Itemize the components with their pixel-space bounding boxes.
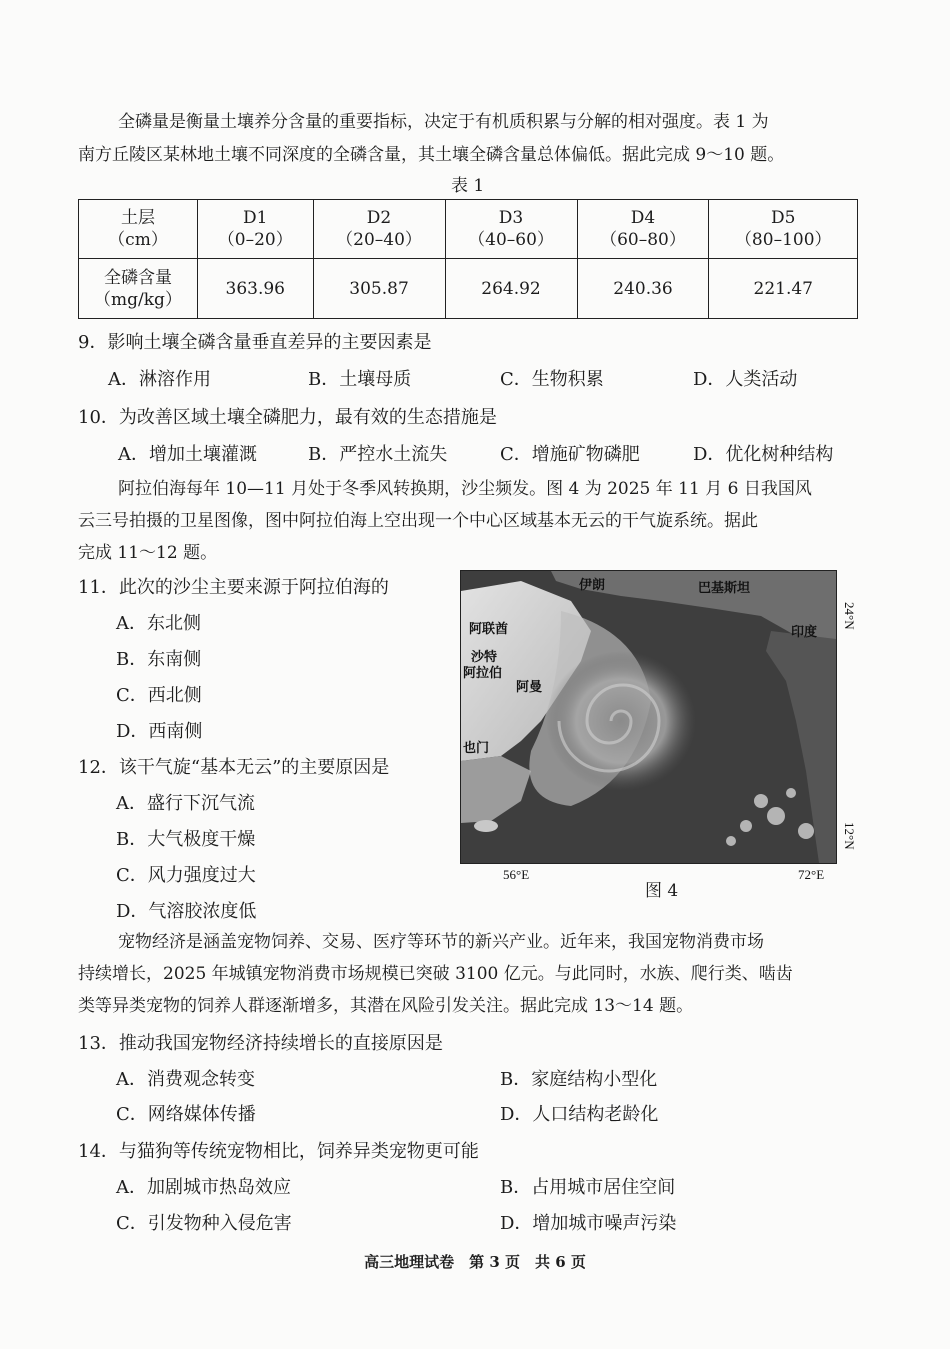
question-10-option-a[interactable]: A．增加土壤灌溉 xyxy=(118,444,257,465)
value-cell-d3: 264.92 xyxy=(445,259,577,319)
question-11-option-c[interactable]: C．西北侧 xyxy=(116,685,202,706)
question-10-option-b[interactable]: B．严控水土流失 xyxy=(308,444,448,465)
row-label-line-2: （mg/kg） xyxy=(94,289,182,310)
layer-range: （40–60） xyxy=(468,230,554,250)
question-12-option-a[interactable]: A．盛行下沉气流 xyxy=(116,793,255,814)
layer-range: （20–40） xyxy=(336,230,422,250)
question-11-option-b[interactable]: B．东南侧 xyxy=(116,649,202,670)
row-label-cell xyxy=(79,259,198,319)
question-13-option-a[interactable]: A．消费观念转变 xyxy=(116,1069,255,1090)
page-footer: 高三地理试卷 第 3 页 共 6 页 xyxy=(364,1253,586,1271)
layer-header-d3 xyxy=(445,200,577,259)
header-label-line-1: 土层 xyxy=(121,208,155,228)
layer-name: D1 xyxy=(243,208,268,228)
header-label-cell xyxy=(79,200,198,259)
layer-range: （0–20） xyxy=(217,230,293,250)
longitude-tick-left: 56°E xyxy=(503,867,530,882)
question-9-stem: 9．影响土壤全磷含量垂直差异的主要因素是 xyxy=(78,332,432,353)
question-14-option-c[interactable]: C．引发物种入侵危害 xyxy=(116,1213,292,1234)
layer-name: D2 xyxy=(366,208,392,228)
label-saudi-line-1: 沙特 xyxy=(471,650,498,665)
label-iran: 伊朗 xyxy=(579,578,606,593)
question-9-option-a[interactable]: A．淋溶作用 xyxy=(108,369,211,390)
intro-paragraph-2-line-1: 阿拉伯海每年 10—11 月处于冬季风转换期，沙尘频发。图 4 为 2025 年 11 月 6 日我国风 xyxy=(118,479,812,499)
soil-phosphorus-table xyxy=(78,199,858,319)
question-10-stem: 10．为改善区域土壤全磷肥力，最有效的生态措施是 xyxy=(78,407,497,428)
question-12-option-c[interactable]: C．风力强度过大 xyxy=(116,865,256,886)
question-11-option-a[interactable]: A．东北侧 xyxy=(116,613,201,634)
latitude-tick-bottom: 12°N xyxy=(842,822,857,850)
label-saudi-line-2: 阿拉伯 xyxy=(463,666,503,681)
layer-name: D4 xyxy=(630,208,656,228)
question-14-stem: 14．与猫狗等传统宠物相比，饲养异类宠物更可能 xyxy=(78,1141,479,1162)
layer-name: D3 xyxy=(498,208,524,228)
question-13-stem: 13．推动我国宠物经济持续增长的直接原因是 xyxy=(78,1033,443,1054)
layer-header-d5 xyxy=(709,200,858,259)
layer-header-d1 xyxy=(198,200,314,259)
question-11-stem: 11．此次的沙尘主要来源于阿拉伯海的 xyxy=(78,577,389,598)
layer-range: （60–80） xyxy=(600,230,686,250)
question-9-option-d[interactable]: D．人类活动 xyxy=(693,369,798,390)
island xyxy=(474,820,498,832)
question-12-stem: 12．该干气旋“基本无云”的主要原因是 xyxy=(78,757,390,778)
longitude-tick-right: 72°E xyxy=(798,867,825,882)
layer-range: （80–100） xyxy=(734,230,832,250)
question-9-option-b[interactable]: B．土壤母质 xyxy=(308,369,412,390)
question-10-option-c[interactable]: C．增施矿物磷肥 xyxy=(500,444,640,465)
question-13-option-d[interactable]: D．人口结构老龄化 xyxy=(500,1104,659,1125)
table-caption: 表 1 xyxy=(451,176,485,196)
question-10-option-d[interactable]: D．优化树种结构 xyxy=(693,444,834,465)
satellite-image xyxy=(460,570,837,864)
intro-paragraph-1-line-1: 全磷量是衡量土壤养分含量的重要指标，决定于有机质积累与分解的相对强度。表 1 为 xyxy=(118,112,769,132)
row-label-line-1: 全磷含量 xyxy=(104,267,172,288)
question-14-option-b[interactable]: B．占用城市居住空间 xyxy=(500,1177,676,1198)
value-cell-d4: 240.36 xyxy=(577,259,709,319)
question-14-option-a[interactable]: A．加剧城市热岛效应 xyxy=(116,1177,291,1198)
label-pakistan: 巴基斯坦 xyxy=(698,581,751,596)
question-9-option-c[interactable]: C．生物积累 xyxy=(500,369,604,390)
layer-header-d4 xyxy=(577,200,709,259)
intro-paragraph-3-line-1: 宠物经济是涵盖宠物饲养、交易、医疗等环节的新兴产业。近年来，我国宠物消费市场 xyxy=(118,932,764,952)
intro-paragraph-2-line-3: 完成 11～12 题。 xyxy=(78,543,218,563)
question-12-option-b[interactable]: B．大气极度干燥 xyxy=(116,829,256,850)
question-12-option-d[interactable]: D．气溶胶浓度低 xyxy=(116,901,257,922)
satellite-image-drawing xyxy=(461,571,836,863)
intro-paragraph-1-line-2: 南方丘陵区某林地土壤不同深度的全磷含量，其土壤全磷含量总体偏低。据此完成 9～10 题。 xyxy=(78,145,785,165)
label-yemen: 也门 xyxy=(463,741,490,756)
value-cell-d1: 363.96 xyxy=(198,259,314,319)
label-uae: 阿联酋 xyxy=(469,622,509,637)
intro-paragraph-3-line-3: 类等异类宠物的饲养人群逐渐增多，其潜在风险引发关注。据此完成 13～14 题。 xyxy=(78,996,694,1016)
layer-header-d2 xyxy=(313,200,445,259)
question-11-option-d[interactable]: D．西南侧 xyxy=(116,721,203,742)
latitude-tick-top: 24°N xyxy=(842,602,857,630)
label-india: 印度 xyxy=(791,625,818,640)
layer-name: D5 xyxy=(771,208,796,228)
question-13-option-b[interactable]: B．家庭结构小型化 xyxy=(500,1069,658,1090)
question-13-option-c[interactable]: C．网络媒体传播 xyxy=(116,1104,256,1125)
value-cell-d2: 305.87 xyxy=(313,259,445,319)
intro-paragraph-3-line-2: 持续增长，2025 年城镇宠物消费市场规模已突破 3100 亿元。与此同时，水族、爬行类、啮齿 xyxy=(78,964,793,984)
figure-caption: 图 4 xyxy=(645,881,679,901)
question-14-option-d[interactable]: D．增加城市噪声污染 xyxy=(500,1213,677,1234)
header-label-line-2: （cm） xyxy=(108,230,168,250)
label-oman: 阿曼 xyxy=(516,680,543,695)
value-cell-d5: 221.47 xyxy=(709,259,858,319)
intro-paragraph-2-line-2: 云三号拍摄的卫星图像，图中阿拉伯海上空出现一个中心区域基本无云的干气旋系统。据此 xyxy=(78,511,758,531)
